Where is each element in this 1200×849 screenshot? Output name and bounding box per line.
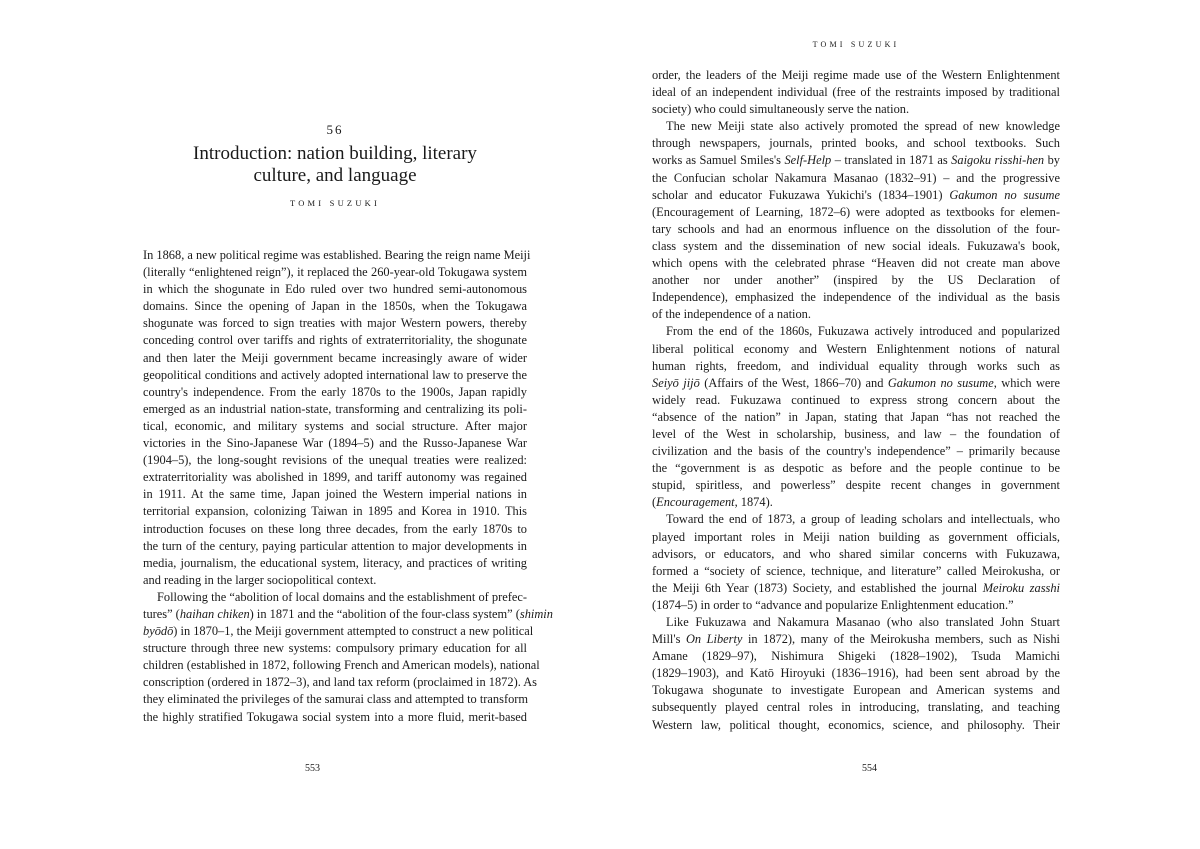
- page-number: 553: [305, 763, 320, 774]
- text-line: [143, 589, 527, 606]
- text-line: [143, 691, 527, 708]
- text-run: tary schools and had an enormous influence on the dissolution of the four-: [652, 221, 1060, 236]
- italic-title: Seiyō jijō: [652, 375, 700, 390]
- text-run: Like Fukuzawa and Nakamura Masanao (who also translated John Stuart: [666, 615, 1060, 629]
- italic-title: Encouragement: [656, 495, 735, 510]
- text-run: by: [1044, 153, 1060, 168]
- text-line: [652, 563, 1060, 580]
- text-run: emerged as an industrial nation-state, transforming and centralizing its poli-: [143, 401, 527, 416]
- text-line: [652, 101, 1060, 118]
- text-line: [652, 597, 1060, 614]
- text-line: [652, 614, 1060, 631]
- chapter-title: [143, 143, 527, 187]
- text-run: “absence of the nation” in Japan, stating that Japan “has not reached the: [652, 409, 1060, 424]
- italic-title: byōdō: [143, 624, 174, 639]
- text-run: conceding control over tariffs and rights of extraterritoriality, the shogunate: [143, 333, 527, 348]
- body-text: [143, 247, 553, 726]
- text-run: ideal of an independent individual (free of the restraints imposed by traditional: [652, 85, 1060, 100]
- text-line: [652, 135, 1060, 152]
- text-line: [143, 674, 537, 691]
- text-line: [652, 84, 1060, 101]
- text-line: [143, 367, 527, 384]
- text-run: scholar and educator Fukuzawa Yukichi's (1834–1901): [652, 187, 950, 202]
- page-number: 554: [862, 763, 877, 774]
- text-run: tical, economic, and military systems and social structure. After major: [143, 418, 527, 433]
- text-line: [143, 555, 527, 572]
- text-run: of the independence of a nation.: [652, 307, 811, 322]
- text-line: [143, 657, 540, 674]
- text-run: subsequently played central roles in introducing, translating, and teaching: [652, 700, 1060, 715]
- text-run: society) who could simultaneously serve the nation.: [652, 102, 910, 117]
- text-line: [143, 418, 527, 435]
- running-head: TOMI SUZUKI: [812, 40, 900, 49]
- text-line: [652, 170, 1060, 187]
- text-run: civilization and the basis of the country's independence” – primarily because: [652, 444, 1060, 459]
- text-line: [652, 187, 1060, 204]
- text-run: another nor under another” (inspired by the US Declaration of: [652, 273, 1060, 288]
- text-run: Independence), emphasized the independence of the individual as the basis: [652, 290, 1060, 305]
- text-run: Tokugawa shogunate to investigate European and American systems and: [652, 683, 1060, 698]
- text-run: , which were: [993, 375, 1061, 390]
- text-run: liberal political economy and Western Enlightenment notions of natural: [652, 341, 1060, 356]
- text-line: [143, 521, 527, 538]
- text-run: which opens with the celebrated phrase “Heaven did not create man above: [652, 256, 1060, 271]
- text-run: media, journalism, the educational system, literacy, and practices of writing: [143, 555, 527, 570]
- text-run: widely read. Fukuzawa continued to express strong concern about the: [652, 392, 1060, 407]
- text-line: [143, 503, 527, 520]
- text-line: [652, 272, 1060, 289]
- italic-title: On Liberty: [685, 632, 743, 647]
- text-line: [652, 341, 1060, 358]
- text-run: and then later the Meiji government became increasingly aware of wider: [143, 350, 527, 365]
- text-line: [652, 682, 1060, 699]
- text-run: (Encouragement of Learning, 1872–6) were adopted as textbooks for elemen-: [652, 204, 1060, 219]
- text-run: the highly stratified Tokugawa social system into a more fluid, merit-based: [143, 709, 527, 724]
- text-line: [143, 332, 527, 349]
- text-run: (Affairs of the West, 1866–70) and: [699, 375, 888, 390]
- text-run: and reading in the larger sociopolitical context.: [143, 572, 377, 587]
- text-run: In 1868, a new political regime was established. Bearing the reign name Meiji: [143, 248, 531, 262]
- text-run: (literally “enlightened reign”), it replaced the 260-year-old Tokugawa system: [143, 265, 527, 280]
- text-line: [652, 460, 1060, 477]
- text-line: [652, 67, 1060, 84]
- text-line: [143, 709, 527, 726]
- body-text: [652, 67, 1060, 734]
- text-run: class system and the dissemination of new social ideals. Fukuzawa's book,: [652, 238, 1060, 253]
- text-run: children (established in 1872, following French and American models), national: [143, 658, 540, 673]
- text-line: [143, 572, 527, 589]
- text-line: [143, 486, 527, 503]
- text-run: structure through three new systems: compulsory primary education for all: [143, 641, 527, 656]
- text-run: order, the leaders of the Meiji regime made use of the Western Enlightenment: [652, 68, 1060, 82]
- text-line: [652, 665, 1060, 682]
- italic-title: Self-Help: [784, 153, 832, 168]
- text-run: Amane (1829–97), Nishimura Shigeki (1828–1902), Tsuda Mamichi: [652, 649, 1060, 664]
- italic-title: shimin: [519, 606, 553, 621]
- text-line: [143, 623, 534, 640]
- right-page: [600, 0, 1200, 849]
- text-run: victories in the Sino-Japanese War (1894–5) and the Russo-Japanese War: [143, 436, 527, 451]
- text-run: level of the West in scholarship, business, and law – the foundation of: [652, 426, 1060, 441]
- text-line: [143, 640, 527, 657]
- text-line: [652, 409, 1060, 426]
- text-run: stupid, spiritless, and powerless” despite recent changes in government: [652, 478, 1060, 493]
- text-run: in 1872), many of the Meirokusha members, such as Nishi: [742, 632, 1060, 647]
- text-line: [652, 631, 1060, 648]
- text-run: formed a “society of science, technique, and literature” called Meirokusha, or: [652, 563, 1060, 578]
- text-line: [652, 529, 1060, 546]
- text-line: [143, 606, 553, 623]
- text-line: [143, 401, 527, 418]
- text-line: [652, 648, 1060, 665]
- chapter-title-line: culture, and language: [253, 165, 417, 186]
- text-run: ) in 1870–1, the Meiji government attempted to construct a new political: [173, 624, 534, 639]
- text-run: Western law, political thought, economics, science, and philosophy. Their: [652, 717, 1060, 732]
- text-line: [652, 392, 1060, 409]
- text-line: [652, 289, 1060, 306]
- text-run: , 1874).: [734, 495, 773, 510]
- text-run: the “government is as despotic as before and the people continue to be: [652, 461, 1060, 476]
- text-run: Mill's: [652, 632, 686, 647]
- text-line: [143, 435, 527, 452]
- text-run: (1874–5) in order to “advance and popularize Enlightenment education.”: [652, 597, 1014, 612]
- text-line: [652, 323, 1060, 340]
- text-line: [652, 152, 1060, 169]
- text-run: ) in 1871 and the “abolition of the four-class system” (: [249, 606, 520, 621]
- text-line: [143, 384, 527, 401]
- text-line: [652, 477, 1060, 494]
- text-run: they eliminated the privileges of the samurai class and attempted to transform: [143, 692, 529, 707]
- text-line: [143, 281, 527, 298]
- text-run: the Confucian scholar Nakamura Masanao (1832–91) – and the progressive: [652, 170, 1060, 185]
- text-run: in which the shogunate in Edo ruled over two hundred semi-autonomous: [143, 282, 527, 297]
- text-run: conscription (ordered in 1872–3), and land tax reform (proclaimed in 1872). As: [143, 675, 537, 690]
- text-run: in 1911. At the same time, Japan joined the Western imperial nations in: [143, 487, 527, 502]
- text-run: through newspapers, journals, printed books, and school textbooks. Such: [652, 136, 1060, 151]
- text-run: country's independence. From the early 1870s to the 1900s, Japan rapidly: [143, 384, 527, 399]
- text-run: Following the “abolition of local domains and the establishment of prefec-: [157, 589, 527, 604]
- text-line: [652, 546, 1060, 563]
- text-line: [143, 452, 527, 469]
- text-line: [652, 426, 1060, 443]
- text-line: [143, 350, 527, 367]
- text-line: [652, 204, 1060, 221]
- text-line: [652, 580, 1060, 597]
- text-run: introduction focuses on these long three decades, from the early 1870s to: [143, 521, 527, 536]
- italic-title: Meiroku zasshi: [982, 580, 1060, 595]
- text-run: geopolitical conditions and actively adopted international law to preserve the: [143, 367, 527, 382]
- text-run: extraterritoriality was abolished in 1899, and tariff autonomy was regained: [143, 470, 527, 485]
- chapter-number: 56: [326, 122, 344, 137]
- text-line: [143, 538, 527, 555]
- text-run: territorial expansion, colonizing Taiwan in 1895 and Korea in 1910. This: [143, 504, 527, 519]
- text-run: The new Meiji state also actively promoted the spread of new knowledge: [666, 119, 1060, 134]
- text-line: [652, 238, 1060, 255]
- text-run: played important roles in Meiji nation building as government officials,: [652, 529, 1060, 544]
- text-line: [143, 298, 527, 315]
- text-line: [143, 264, 527, 281]
- text-run: advisors, or educators, and who shared similar concerns with Fukuzawa,: [652, 546, 1060, 561]
- text-line: [652, 443, 1060, 460]
- italic-title: Saigoku risshi-hen: [951, 153, 1045, 168]
- text-run: domains. Since the opening of Japan in the 1850s, when the Tokugawa: [143, 299, 527, 314]
- italic-title: haihan chiken: [179, 606, 250, 621]
- text-run: – translated in 1871 as: [831, 153, 952, 168]
- text-line: [652, 375, 1060, 392]
- text-line: [652, 306, 1060, 323]
- text-line: [143, 315, 527, 332]
- chapter-author: TOMI SUZUKI: [289, 198, 381, 208]
- text-run: From the end of the 1860s, Fukuzawa actively introduced and popularized: [666, 324, 1060, 339]
- text-run: works as Samuel Smiles's: [652, 153, 785, 168]
- chapter-title-line: Introduction: nation building, literary: [193, 143, 477, 164]
- text-line: [652, 699, 1060, 716]
- text-run: the Meiji 6th Year (1873) Society, and established the journal: [652, 580, 983, 595]
- text-run: Toward the end of 1873, a group of leading scholars and intellectuals, who: [666, 512, 1060, 527]
- text-run: human rights, freedom, and individual equality through works such as: [652, 358, 1060, 373]
- text-run: shogunate was forced to sign treaties with major Western powers, thereby: [143, 316, 527, 331]
- text-line: [652, 358, 1060, 375]
- text-line: [652, 221, 1060, 238]
- text-line: [652, 118, 1060, 135]
- text-run: (1829–1903), and Katō Hiroyuki (1836–1916), had been sent abroad by the: [652, 666, 1060, 681]
- text-line: [652, 511, 1060, 528]
- text-run: tures” (: [143, 606, 180, 621]
- text-line: [143, 247, 531, 264]
- text-line: [652, 494, 1060, 511]
- italic-title: Gakumon no susume: [949, 187, 1060, 202]
- text-line: [143, 469, 527, 486]
- text-line: [652, 717, 1060, 734]
- text-run: (: [652, 495, 657, 510]
- text-run: (1904–5), the long-sought revisions of the unequal treaties were realized:: [143, 453, 527, 468]
- italic-title: Gakumon no susume: [887, 375, 994, 390]
- text-run: the turn of the century, paying particular attention to major developments in: [143, 538, 527, 553]
- text-line: [652, 255, 1060, 272]
